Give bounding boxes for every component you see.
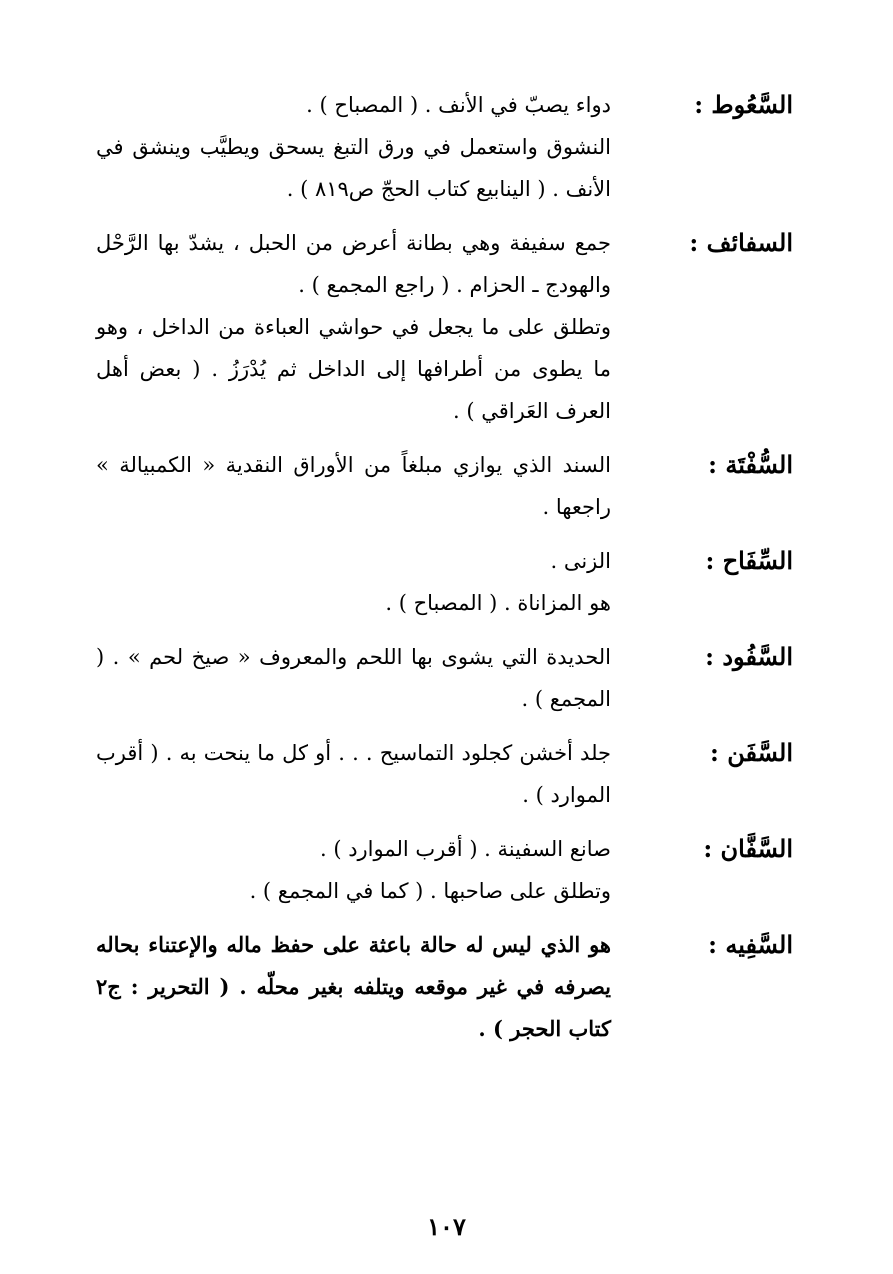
entries-list xyxy=(0,84,893,1062)
entry-term: السَّفِيه : xyxy=(708,930,793,959)
entry-definitions xyxy=(96,828,611,912)
entry-term: السَّعُوط : xyxy=(694,90,793,119)
entry-definitions xyxy=(96,636,611,720)
entry-sifah xyxy=(0,540,893,624)
page-number: ١٠٧ xyxy=(427,1212,466,1241)
entry-softa xyxy=(0,444,893,528)
entry-safan xyxy=(0,732,893,816)
definition-text: وتطلق على ما يجعل في حواشي العباءة من الداخل ، وهو ما يطوى من أطرافها إلى الداخل ثم يُدْرَزُ . ( بعض أهل العرف العَراقي ) . xyxy=(96,315,611,423)
entry-term: السُّفْتَة : xyxy=(708,450,793,479)
entry-term: السِّفَاح : xyxy=(705,546,793,575)
definition-text: وتطلق على صاحبها . ( كما في المجمع ) . xyxy=(249,879,611,903)
entry-safaif xyxy=(0,222,893,432)
entry-definitions xyxy=(96,924,611,1050)
entry-term: السَّفَن : xyxy=(709,738,793,767)
entry-definitions xyxy=(96,444,611,528)
entry-saut xyxy=(0,84,893,210)
definition-text: الحديدة التي يشوى بها اللحم والمعروف « صيخ لحم » . ( المجمع ) . xyxy=(96,645,611,711)
definition-text: الزنى . xyxy=(550,549,611,573)
entry-term: السَّفُود : xyxy=(705,642,793,671)
definition-text: هو الذي ليس له حالة باعثة على حفظ ماله والإعتناء بحاله يصرفه في غير موقعه ويتلفه بغير محلّه . ( التحرير : ج٢ كتاب الحجر ) . xyxy=(96,932,611,1041)
definition-text: هو المزاناة . ( المصباح ) . xyxy=(385,591,611,615)
entry-term: السفائف : xyxy=(689,228,793,257)
entry-term: السَّفَّان : xyxy=(703,834,793,863)
definition-text: صانع السفينة . ( أقرب الموارد ) . xyxy=(319,837,611,861)
entry-definitions xyxy=(96,222,611,432)
definition-text: النشوق واستعمل في ورق التبغ يسحق ويطيَّب وينشق في الأنف . ( الينابيع كتاب الحجّ ص٨١٩ ) . xyxy=(96,135,611,201)
definition-text: جلد أخشن كجلود التماسيح . . . أو كل ما ينحت به . ( أقرب الموارد ) . xyxy=(96,741,611,807)
entry-saffud xyxy=(0,636,893,720)
entry-safih xyxy=(0,924,893,1050)
definition-text: جمع سفيفة وهي بطانة أعرض من الحبل ، يشدّ بها الرَّحْل والهودج ـ الحزام . ( راجع المجمع ) . xyxy=(96,231,611,297)
entry-saffan xyxy=(0,828,893,912)
entry-definitions xyxy=(96,540,611,624)
definition-text: دواء يصبّ في الأنف . ( المصباح ) . xyxy=(306,93,611,117)
entry-definitions xyxy=(96,732,611,816)
entry-definitions xyxy=(96,84,611,210)
definition-text: السند الذي يوازي مبلغاً من الأوراق النقدية « الكمبيالة » راجعها . xyxy=(96,453,611,519)
